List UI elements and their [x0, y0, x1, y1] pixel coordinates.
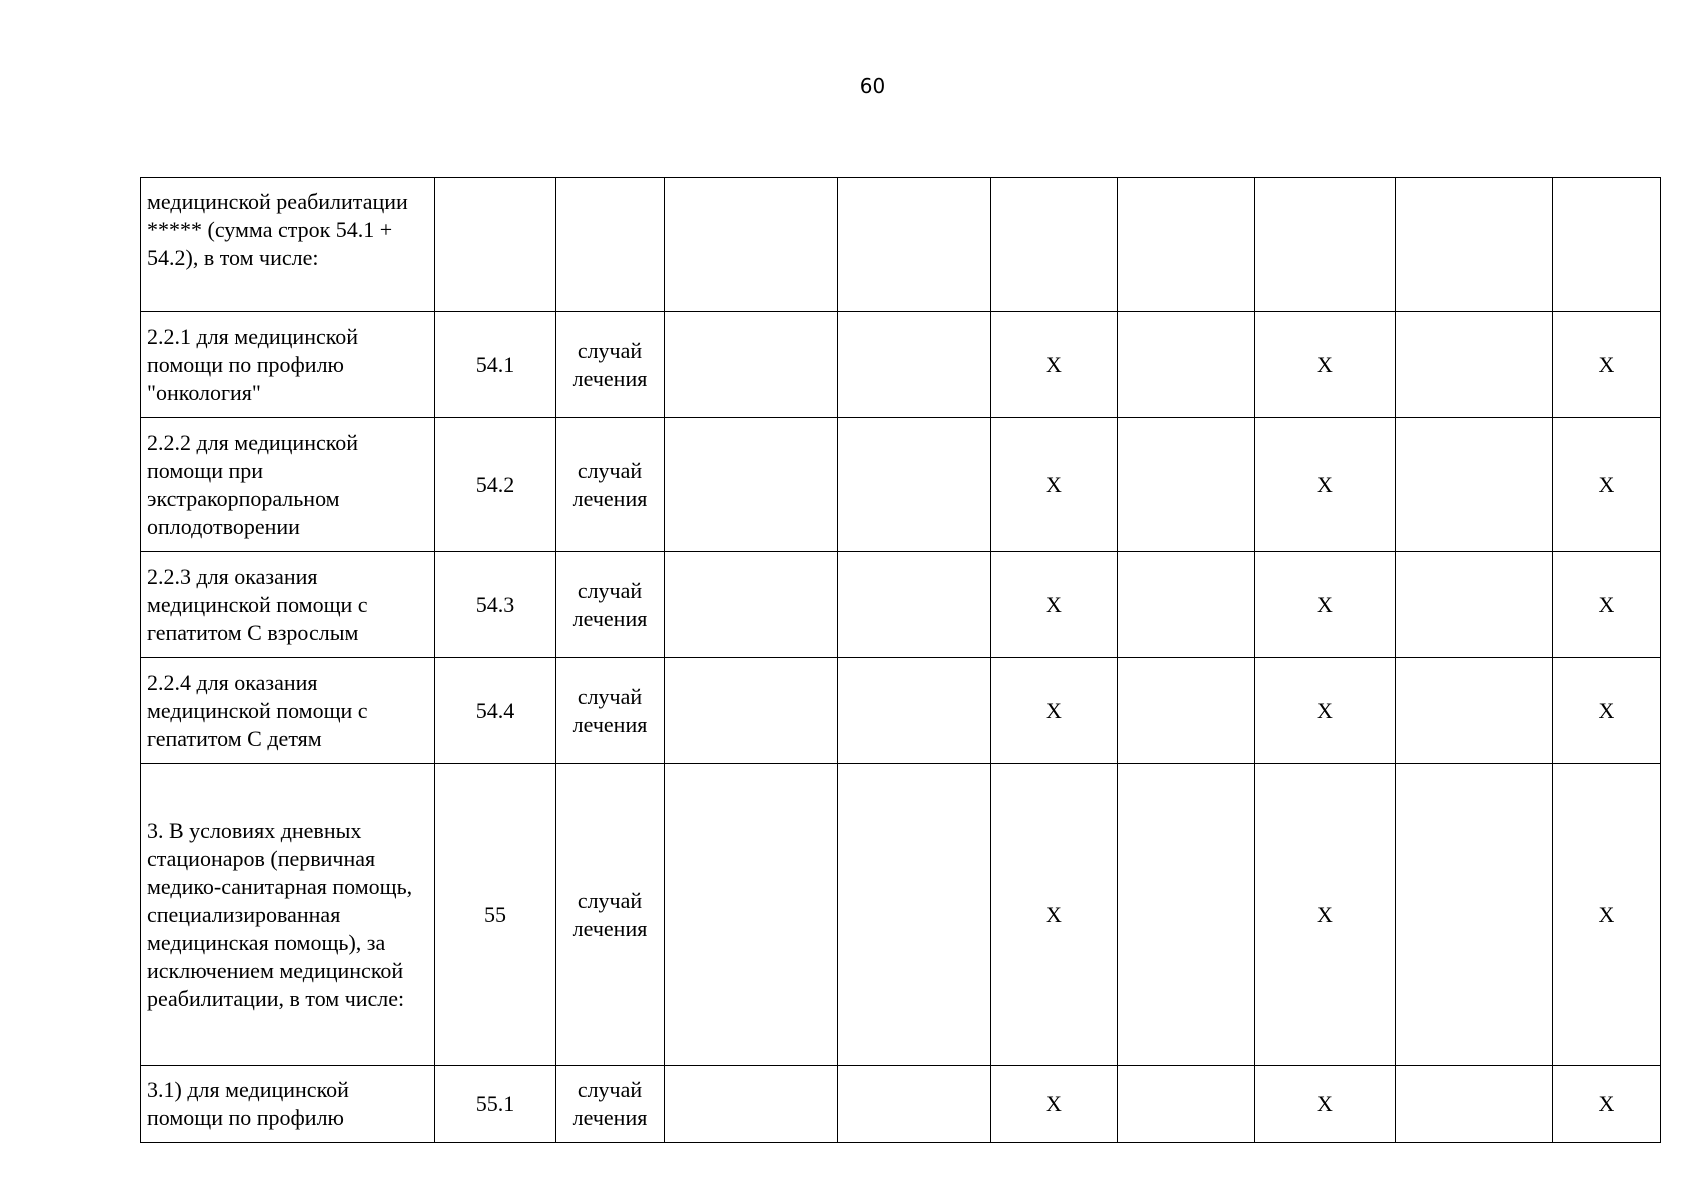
value-cell	[1396, 764, 1553, 1066]
value-cell	[838, 1066, 991, 1143]
table-row	[141, 178, 1661, 312]
value-cell: Х	[991, 312, 1118, 418]
value-cell	[838, 178, 991, 312]
value-cell: Х	[991, 1066, 1118, 1143]
row-code-cell: 55.1	[435, 1066, 556, 1143]
value-cell: Х	[991, 764, 1118, 1066]
value-cell: Х	[1255, 658, 1396, 764]
value-cell: Х	[991, 552, 1118, 658]
data-table	[140, 177, 1661, 1143]
row-unit-cell: случай лечения	[556, 312, 665, 418]
value-cell: Х	[1255, 418, 1396, 552]
value-cell: Х	[1553, 552, 1661, 658]
row-name-cell: 3.1) для медицинской помощи по профилю	[141, 1066, 435, 1143]
value-cell	[1553, 178, 1661, 312]
row-name-cell: 3. В условиях дневных стационаров (первичная медико-санитарная помощь, специализированная медицинская помощь), за исключением медицинской реабилитации, в том числе:	[141, 764, 435, 1066]
table-row	[141, 312, 1661, 418]
table-row	[141, 764, 1661, 1066]
value-cell	[665, 1066, 838, 1143]
table-row	[141, 1066, 1661, 1143]
value-cell	[665, 764, 838, 1066]
value-cell	[1396, 658, 1553, 764]
row-unit-cell: случай лечения	[556, 658, 665, 764]
value-cell	[1396, 418, 1553, 552]
row-unit-cell: случай лечения	[556, 764, 665, 1066]
value-cell	[665, 658, 838, 764]
value-cell	[838, 658, 991, 764]
row-name-cell: 2.2.4 для оказания медицинской помощи с гепатитом С детям	[141, 658, 435, 764]
row-code-cell	[435, 178, 556, 312]
value-cell: Х	[1553, 418, 1661, 552]
value-cell: Х	[1255, 552, 1396, 658]
value-cell	[665, 552, 838, 658]
row-name-cell: 2.2.3 для оказания медицинской помощи с гепатитом С взрослым	[141, 552, 435, 658]
value-cell: Х	[1255, 312, 1396, 418]
row-code-cell: 54.4	[435, 658, 556, 764]
value-cell	[1118, 1066, 1255, 1143]
value-cell	[665, 418, 838, 552]
value-cell	[838, 552, 991, 658]
row-code-cell: 55	[435, 764, 556, 1066]
row-code-cell: 54.1	[435, 312, 556, 418]
value-cell	[1396, 178, 1553, 312]
page-number: 60	[859, 74, 886, 98]
row-name-cell: медицинской реабилитации ***** (сумма строк 54.1 + 54.2), в том числе:	[141, 178, 435, 312]
table-row	[141, 552, 1661, 658]
value-cell: Х	[1255, 1066, 1396, 1143]
value-cell	[1118, 312, 1255, 418]
row-unit-cell: случай лечения	[556, 1066, 665, 1143]
table-row	[141, 418, 1661, 552]
value-cell: Х	[991, 418, 1118, 552]
value-cell	[838, 418, 991, 552]
row-name-cell: 2.2.1 для медицинской помощи по профилю "онкология"	[141, 312, 435, 418]
value-cell	[665, 312, 838, 418]
row-code-cell: 54.3	[435, 552, 556, 658]
value-cell	[1118, 552, 1255, 658]
value-cell	[1118, 418, 1255, 552]
value-cell	[991, 178, 1118, 312]
value-cell	[838, 312, 991, 418]
value-cell	[1255, 178, 1396, 312]
value-cell	[838, 764, 991, 1066]
value-cell	[1118, 764, 1255, 1066]
value-cell	[665, 178, 838, 312]
row-unit-cell	[556, 178, 665, 312]
value-cell: Х	[1255, 764, 1396, 1066]
row-unit-cell: случай лечения	[556, 552, 665, 658]
value-cell	[1396, 312, 1553, 418]
value-cell	[1118, 658, 1255, 764]
value-cell: Х	[1553, 312, 1661, 418]
value-cell: Х	[1553, 764, 1661, 1066]
row-code-cell: 54.2	[435, 418, 556, 552]
value-cell	[1396, 1066, 1553, 1143]
table-row	[141, 658, 1661, 764]
value-cell: Х	[1553, 658, 1661, 764]
value-cell	[1396, 552, 1553, 658]
value-cell: Х	[1553, 1066, 1661, 1143]
value-cell: Х	[991, 658, 1118, 764]
row-name-cell: 2.2.2 для медицинской помощи при экстракорпоральном оплодотворении	[141, 418, 435, 552]
row-unit-cell: случай лечения	[556, 418, 665, 552]
value-cell	[1118, 178, 1255, 312]
